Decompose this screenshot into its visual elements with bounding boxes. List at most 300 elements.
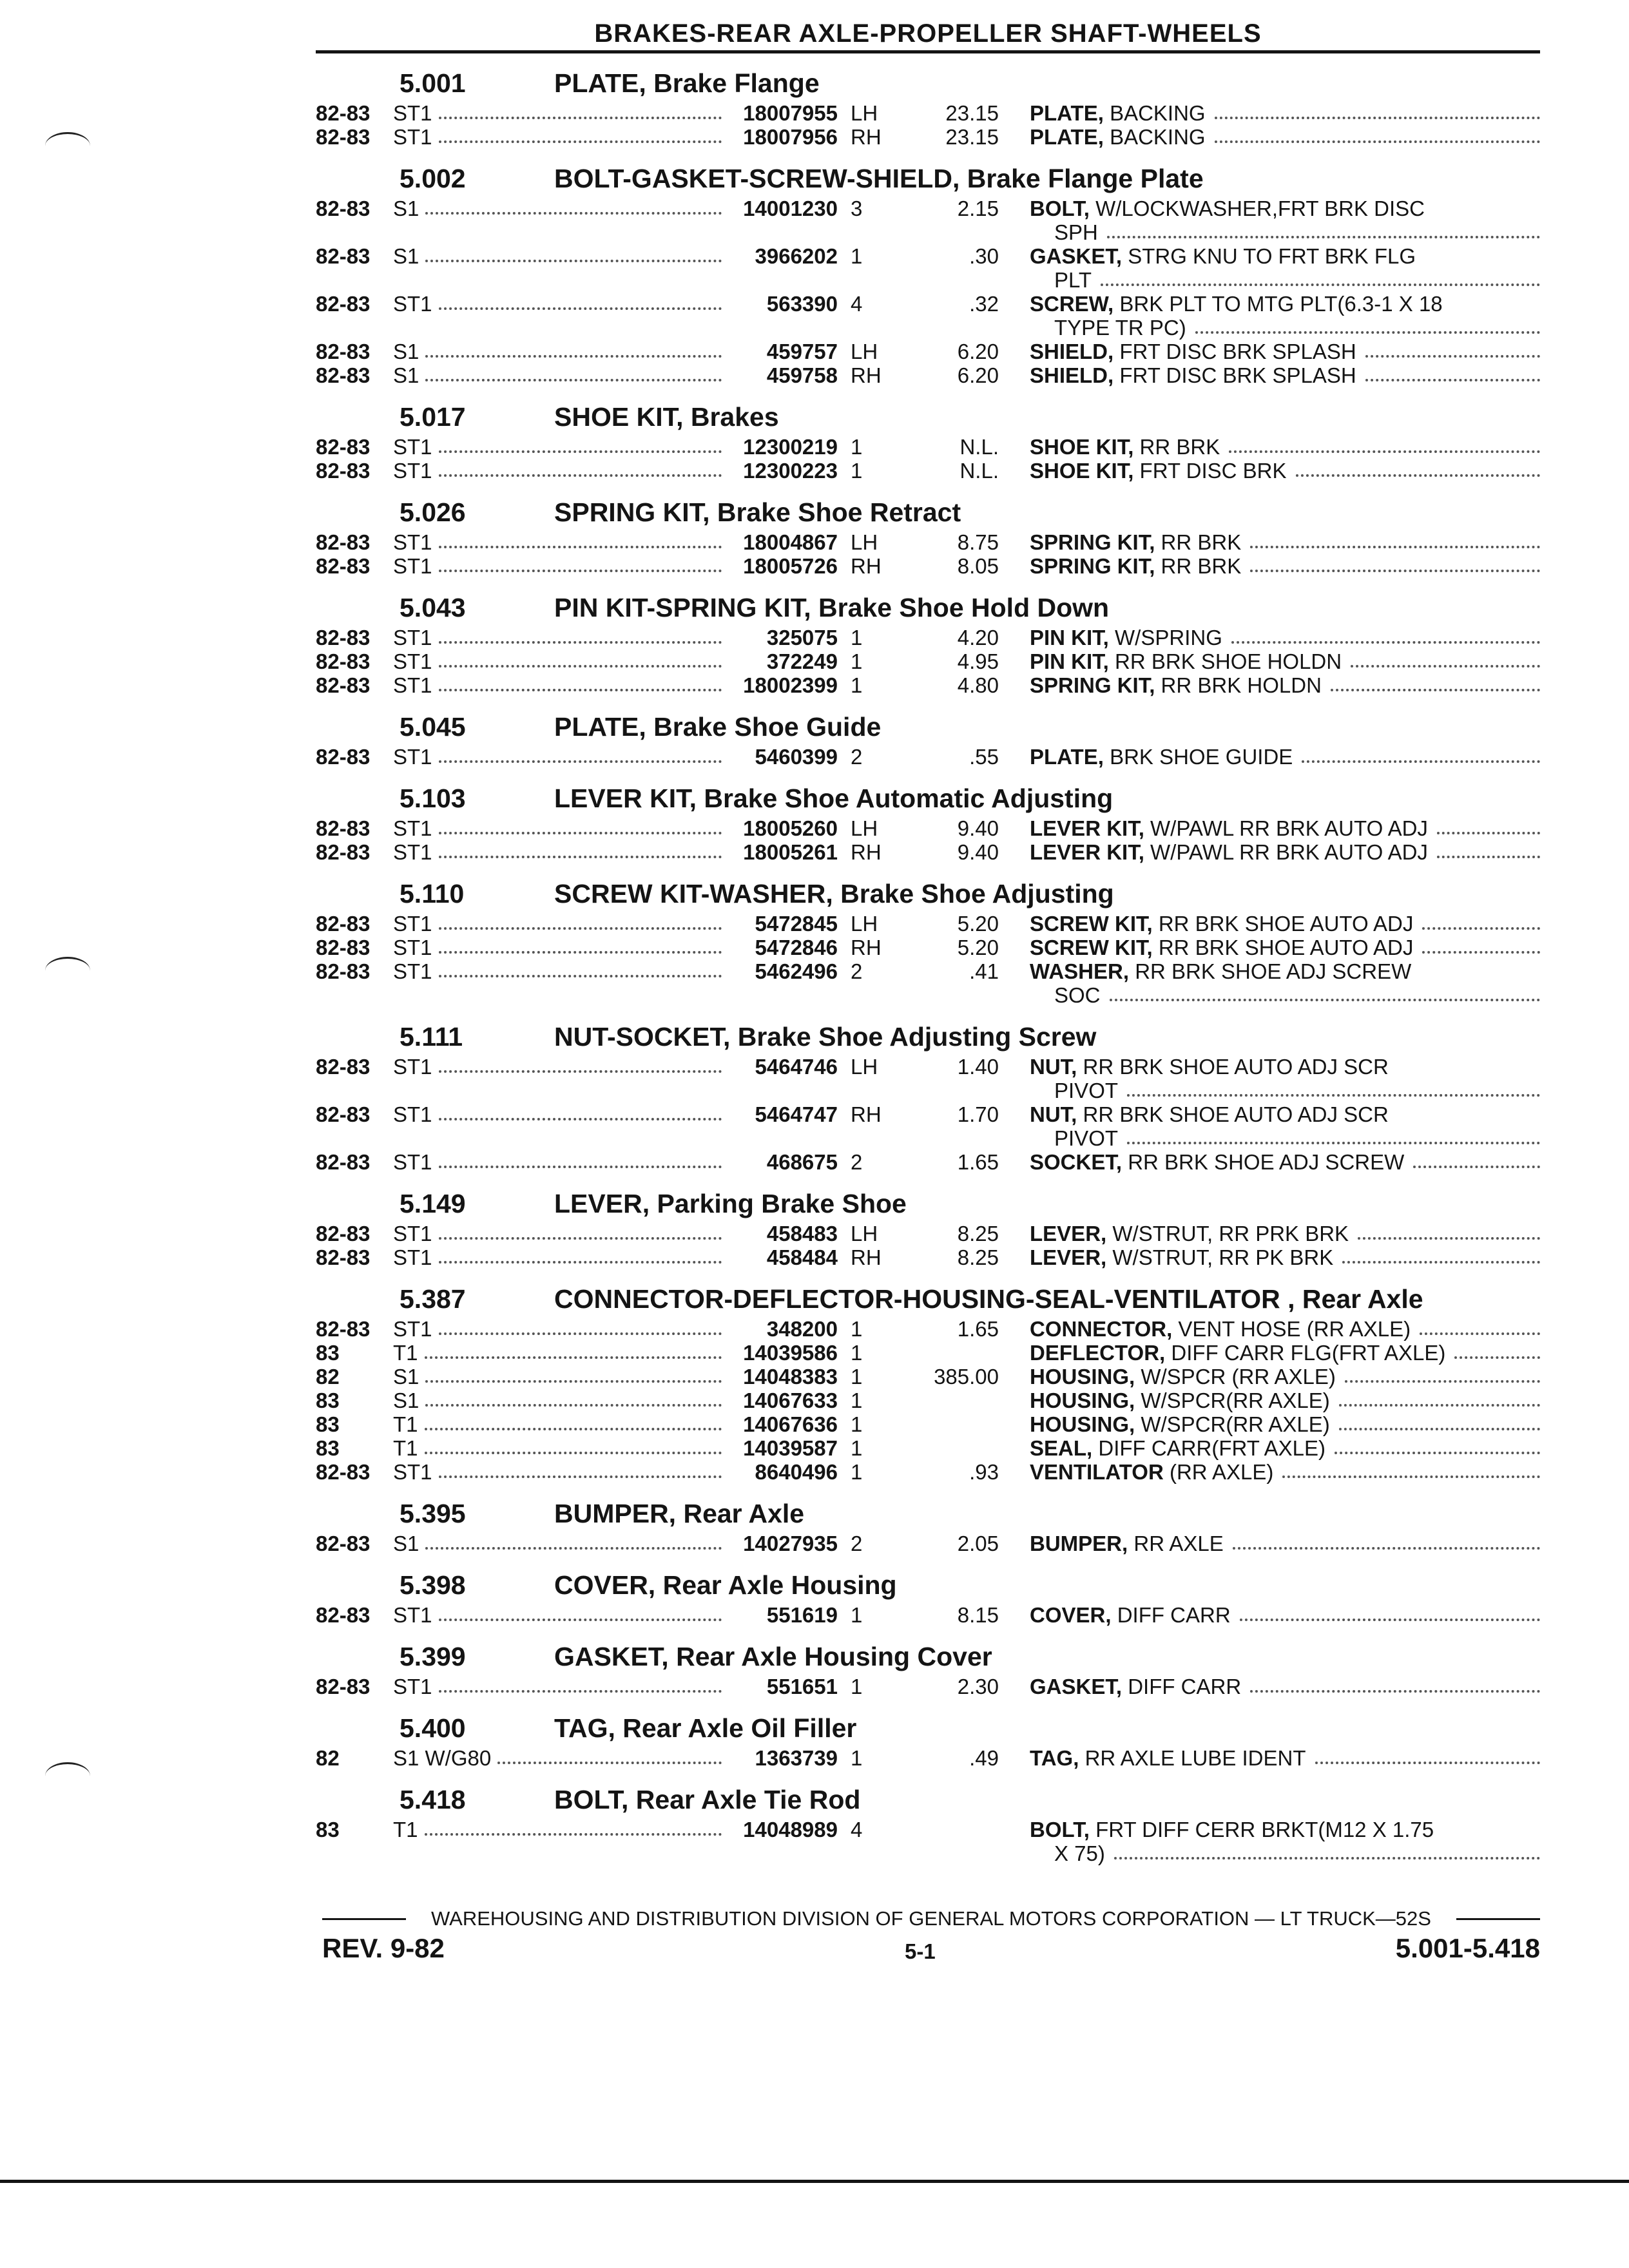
model-code: ST1 [393, 816, 432, 840]
quantity: LH [851, 1055, 878, 1079]
description-keyword: SCREW KIT, [1030, 912, 1153, 936]
quantity: 3 [851, 197, 863, 220]
parts-section [316, 1269, 1540, 1484]
model-code: ST1 [393, 1460, 432, 1484]
year-cell: 82-83 [316, 959, 371, 983]
price: N.L. [959, 435, 999, 459]
part-number: 18005261 [743, 840, 838, 864]
part-row [316, 435, 1540, 459]
dot-leader [439, 1102, 722, 1120]
description-continuation [1030, 1126, 1540, 1150]
description-text: W/PAWL RR BRK AUTO ADJ [1150, 816, 1428, 840]
year-cell: 82-83 [316, 816, 371, 840]
quantity: RH [851, 840, 882, 864]
section-heading [316, 1627, 1540, 1675]
dot-leader [1195, 316, 1540, 334]
dot-leader [439, 745, 722, 763]
quantity: 1 [851, 1460, 863, 1484]
description-keyword: SHOE KIT, [1030, 435, 1134, 459]
model-cell [393, 816, 728, 840]
description [999, 673, 1540, 697]
section-title: SPRING KIT, Brake Shoe Retract [554, 497, 961, 527]
description-continuation [1030, 220, 1540, 244]
price: 1.65 [957, 1317, 999, 1341]
quantity: 1 [851, 1389, 863, 1412]
part-row [316, 1603, 1540, 1627]
year-cell: 82-83 [316, 530, 371, 554]
section-number: 5.017 [400, 402, 466, 432]
quantity: LH [851, 912, 878, 936]
description-text: (RR AXLE) [1169, 1460, 1274, 1484]
model-cell [393, 1389, 728, 1412]
year-cell: 82-83 [316, 1532, 371, 1555]
description-text: RR BRK SHOE AUTO ADJ [1158, 936, 1414, 959]
description-keyword: NUT, [1030, 1055, 1077, 1079]
quantity: 1 [851, 1436, 863, 1460]
model-cell [393, 626, 728, 649]
description-text: W/STRUT, RR PRK BRK [1112, 1222, 1349, 1245]
description [999, 1412, 1540, 1436]
part-number: 5460399 [755, 745, 838, 769]
part-row [316, 1460, 1540, 1484]
part-row [316, 363, 1540, 387]
section-number: 5.043 [400, 593, 466, 622]
dot-leader [1107, 220, 1540, 238]
year-cell: 82-83 [316, 840, 371, 864]
description-line [1030, 530, 1540, 554]
description-keyword: GASKET, [1030, 244, 1123, 268]
dot-leader [439, 959, 722, 977]
description-text-2: X 75) [1054, 1841, 1105, 1865]
revision-label: REV. 9-82 [322, 1933, 445, 1963]
page-range: 5.001-5.418 [1395, 1933, 1540, 1963]
description [999, 554, 1540, 578]
dot-leader [1339, 1389, 1540, 1407]
model-code: T1 [393, 1436, 418, 1460]
model-code: ST1 [393, 745, 432, 769]
price: 2.15 [957, 197, 999, 220]
parts-sections [316, 53, 1540, 1865]
dot-leader [1422, 912, 1540, 930]
description-keyword: PIN KIT, [1030, 649, 1109, 673]
model-code: ST1 [393, 959, 432, 983]
model-code: S1 [393, 1389, 419, 1412]
description [999, 1365, 1540, 1389]
model-code: T1 [393, 1818, 418, 1841]
model-code: ST1 [393, 1317, 432, 1341]
part-row [316, 936, 1540, 959]
dot-leader [425, 244, 722, 262]
description-keyword: SCREW, [1030, 292, 1114, 316]
section-heading [316, 1698, 1540, 1746]
year-cell: 82-83 [316, 244, 371, 268]
quantity: 1 [851, 244, 863, 268]
dot-leader [439, 673, 722, 691]
dot-leader [439, 125, 722, 143]
description-text: STRG KNU TO FRT BRK FLG [1128, 244, 1416, 268]
parts-section [316, 1484, 1540, 1555]
description [999, 1102, 1540, 1150]
description [999, 912, 1540, 936]
description [999, 1389, 1540, 1412]
model-cell [393, 1341, 728, 1365]
section-heading [316, 578, 1540, 626]
part-row [316, 1341, 1540, 1365]
year-cell: 82-83 [316, 1102, 371, 1126]
dot-leader [439, 1317, 722, 1335]
part-number: 325075 [766, 626, 838, 649]
price: 1.70 [957, 1102, 999, 1126]
part-row [316, 1746, 1540, 1770]
model-cell [393, 125, 728, 149]
part-row [316, 1150, 1540, 1174]
dot-leader [1454, 1341, 1540, 1359]
description [999, 1245, 1540, 1269]
description [999, 816, 1540, 840]
model-code: ST1 [393, 1245, 432, 1269]
dot-leader [1282, 1460, 1540, 1478]
price: N.L. [959, 459, 999, 483]
price: 23.15 [945, 125, 999, 149]
part-row [316, 1317, 1540, 1341]
parts-section [316, 1698, 1540, 1770]
year-cell: 82-83 [316, 649, 371, 673]
price: 8.75 [957, 530, 999, 554]
model-code: ST1 [393, 936, 432, 959]
dot-leader [439, 626, 722, 644]
price: 6.20 [957, 363, 999, 387]
section-title: BOLT-GASKET-SCREW-SHIELD, Brake Flange Plate [554, 164, 1204, 193]
description-text: RR BRK SHOE HOLDN [1115, 649, 1342, 673]
dot-leader [425, 363, 722, 381]
model-cell [393, 649, 728, 673]
description-line [1030, 1102, 1540, 1126]
part-row [316, 101, 1540, 125]
section-number: 5.399 [400, 1642, 466, 1671]
part-row [316, 1818, 1540, 1865]
description [999, 435, 1540, 459]
price: 2.30 [957, 1675, 999, 1698]
description-text: DIFF CARR FLG(FRT AXLE) [1171, 1341, 1446, 1365]
price: .93 [969, 1460, 999, 1484]
section-title: SCREW KIT-WASHER, Brake Shoe Adjusting [554, 879, 1114, 908]
description-text: DIFF CARR [1117, 1603, 1231, 1627]
description [999, 363, 1540, 387]
section-number: 5.110 [400, 879, 465, 908]
part-number: 348200 [766, 1317, 838, 1341]
part-number: 12300223 [743, 459, 838, 483]
dot-leader [1331, 673, 1540, 691]
dot-leader [425, 1436, 722, 1454]
description-text-2: PIVOT [1054, 1126, 1119, 1150]
section-title: LEVER KIT, Brake Shoe Automatic Adjusting [554, 783, 1113, 813]
part-number: 14067636 [743, 1412, 838, 1436]
description-keyword: PLATE, [1030, 125, 1104, 149]
part-number: 12300219 [743, 435, 838, 459]
dot-leader [439, 1055, 722, 1073]
model-cell [393, 840, 728, 864]
section-title: PIN KIT-SPRING KIT, Brake Shoe Hold Down [554, 593, 1110, 622]
parts-section [316, 1770, 1540, 1865]
description-keyword: PIN KIT, [1030, 626, 1109, 649]
dot-leader [425, 1389, 722, 1407]
description-line [1030, 1055, 1540, 1079]
year-cell: 82-83 [316, 197, 371, 220]
model-code: T1 [393, 1341, 418, 1365]
margin-mark [45, 957, 90, 985]
parts-section [316, 864, 1540, 1007]
year-cell: 82 [316, 1746, 340, 1770]
section-number: 5.398 [400, 1570, 466, 1600]
dot-leader [439, 459, 722, 477]
quantity: 2 [851, 959, 863, 983]
description-keyword: LEVER KIT, [1030, 840, 1144, 864]
description [999, 626, 1540, 649]
description-text-2: TYPE TR PC) [1054, 316, 1186, 340]
description-line [1030, 959, 1540, 983]
dot-leader [1302, 745, 1540, 763]
year-cell: 82-83 [316, 554, 371, 578]
description-line [1030, 840, 1540, 864]
description-line [1030, 125, 1540, 149]
year-cell: 82-83 [316, 912, 371, 936]
description-keyword: PLATE, [1030, 745, 1104, 769]
section-heading [316, 1770, 1540, 1818]
parts-section [316, 53, 1540, 149]
quantity: LH [851, 816, 878, 840]
part-number: 551619 [766, 1603, 838, 1627]
price: .55 [969, 745, 999, 769]
section-title: BUMPER, Rear Axle [554, 1499, 805, 1528]
description [999, 292, 1540, 340]
description-keyword: HOUSING, [1030, 1389, 1135, 1412]
dot-leader [1420, 1317, 1540, 1335]
dot-leader [1233, 1532, 1540, 1550]
model-code: ST1 [393, 459, 432, 483]
part-row [316, 673, 1540, 697]
price: 4.80 [957, 673, 999, 697]
section-number: 5.026 [400, 497, 466, 527]
description-keyword: WASHER, [1030, 959, 1130, 983]
model-cell [393, 1245, 728, 1269]
part-number: 372249 [766, 649, 838, 673]
description-text: BACKING [1110, 125, 1206, 149]
part-row [316, 649, 1540, 673]
part-row [316, 340, 1540, 363]
section-heading [316, 1484, 1540, 1532]
dot-leader [497, 1746, 722, 1764]
quantity: 2 [851, 1150, 863, 1174]
description-line [1030, 244, 1540, 268]
page-footer [322, 1907, 1540, 1964]
description-text: RR BRK SHOE ADJ SCREW [1128, 1150, 1405, 1174]
price: 1.40 [957, 1055, 999, 1079]
part-number: 14048383 [743, 1365, 838, 1389]
section-title: SHOE KIT, Brakes [554, 402, 779, 432]
footer-division-line [322, 1907, 1540, 1930]
part-number: 14039587 [743, 1436, 838, 1460]
section-title: PLATE, Brake Shoe Guide [554, 712, 882, 742]
part-number: 18004867 [743, 530, 838, 554]
dot-leader [1365, 363, 1540, 381]
part-row [316, 530, 1540, 554]
description-keyword: HOUSING, [1030, 1365, 1135, 1389]
dot-leader [1250, 530, 1540, 548]
description-line [1030, 101, 1540, 125]
model-cell [393, 554, 728, 578]
description-line [1030, 1603, 1540, 1627]
description-text: FRT DISC BRK [1139, 459, 1287, 483]
part-number: 5464746 [755, 1055, 838, 1079]
model-code: ST1 [393, 1603, 432, 1627]
model-code: S1 [393, 340, 419, 363]
section-heading [316, 769, 1540, 816]
description-line [1030, 673, 1540, 697]
parts-section [316, 1555, 1540, 1627]
year-cell: 82-83 [316, 1222, 371, 1245]
description-text: RR BRK SHOE AUTO ADJ [1158, 912, 1414, 936]
dot-leader [1335, 1436, 1540, 1454]
part-number: 5472845 [755, 912, 838, 936]
description-line [1030, 1341, 1540, 1365]
part-row [316, 840, 1540, 864]
price: 9.40 [957, 816, 999, 840]
year-cell: 82-83 [316, 1603, 371, 1627]
part-row [316, 626, 1540, 649]
description-text: DIFF CARR [1128, 1675, 1242, 1698]
dot-leader [425, 1365, 722, 1383]
part-number: 14001230 [743, 197, 838, 220]
footer-rule-left [322, 1918, 406, 1920]
parts-section [316, 483, 1540, 578]
year-cell: 82-83 [316, 101, 371, 125]
year-cell: 83 [316, 1818, 340, 1841]
description-continuation [1030, 983, 1540, 1007]
description-text: RR BRK SHOE AUTO ADJ SCR [1083, 1102, 1389, 1126]
year-cell: 82-83 [316, 1150, 371, 1174]
section-heading [316, 387, 1540, 435]
margin-mark [45, 1762, 90, 1790]
description-keyword: SPRING KIT, [1030, 554, 1155, 578]
model-cell [393, 292, 728, 316]
parts-section [316, 387, 1540, 483]
dot-leader [1240, 1603, 1540, 1621]
dot-leader [1351, 649, 1540, 668]
part-number: 14067633 [743, 1389, 838, 1412]
part-number: 5472846 [755, 936, 838, 959]
dot-leader [1229, 435, 1540, 453]
price: 23.15 [945, 101, 999, 125]
description [999, 459, 1540, 483]
dot-leader [439, 1245, 722, 1264]
description-text: W/SPCR(RR AXLE) [1141, 1389, 1330, 1412]
section-heading [316, 1007, 1540, 1055]
section-number: 5.001 [400, 68, 466, 98]
dot-leader [425, 340, 722, 358]
model-code: ST1 [393, 1222, 432, 1245]
description-line [1030, 1389, 1540, 1412]
description-text: W/LOCKWASHER,FRT BRK DISC [1095, 197, 1425, 220]
section-heading [316, 697, 1540, 745]
description [999, 936, 1540, 959]
description [999, 1460, 1540, 1484]
part-row [316, 745, 1540, 769]
description-line [1030, 1746, 1540, 1770]
parts-section [316, 578, 1540, 697]
dot-leader [439, 912, 722, 930]
price: 5.20 [957, 912, 999, 936]
quantity: RH [851, 936, 882, 959]
model-cell [393, 1436, 728, 1460]
model-cell [393, 530, 728, 554]
model-code: ST1 [393, 626, 432, 649]
model-cell [393, 1460, 728, 1484]
parts-section [316, 1627, 1540, 1698]
price: 8.15 [957, 1603, 999, 1627]
section-number: 5.418 [400, 1785, 466, 1814]
description [999, 1436, 1540, 1460]
model-cell [393, 363, 728, 387]
model-cell [393, 1818, 728, 1841]
description-text: DIFF CARR(FRT AXLE) [1098, 1436, 1326, 1460]
dot-leader [1342, 1245, 1540, 1264]
part-number: 3966202 [755, 244, 838, 268]
description-text: W/SPCR(RR AXLE) [1141, 1412, 1330, 1436]
description-line [1030, 1365, 1540, 1389]
description-line [1030, 912, 1540, 936]
part-row [316, 1675, 1540, 1698]
description-line [1030, 1150, 1540, 1174]
part-row [316, 1102, 1540, 1150]
price: 2.05 [957, 1532, 999, 1555]
model-code: ST1 [393, 840, 432, 864]
section-number: 5.111 [400, 1022, 463, 1052]
description-line [1030, 745, 1540, 769]
part-row [316, 1389, 1540, 1412]
price: 8.25 [957, 1245, 999, 1269]
description-text: RR BRK [1161, 554, 1242, 578]
quantity: 4 [851, 1818, 863, 1841]
dot-leader [1250, 1675, 1540, 1693]
quantity: RH [851, 363, 882, 387]
description-text: W/SPRING [1115, 626, 1222, 649]
model-cell [393, 1603, 728, 1627]
description [999, 840, 1540, 864]
part-number: 18005260 [743, 816, 838, 840]
description-text: BRK SHOE GUIDE [1110, 745, 1293, 769]
dot-leader [1250, 554, 1540, 572]
section-number: 5.002 [400, 164, 466, 193]
description-text-2: SPH [1054, 220, 1098, 244]
quantity: 1 [851, 1746, 863, 1770]
quantity: 1 [851, 459, 863, 483]
part-row [316, 1436, 1540, 1460]
description-text: RR AXLE LUBE IDENT [1084, 1746, 1306, 1770]
part-row [316, 197, 1540, 244]
section-number: 5.395 [400, 1499, 466, 1528]
description-text: W/STRUT, RR PK BRK [1112, 1245, 1334, 1269]
part-number: 459758 [766, 363, 838, 387]
year-cell: 82-83 [316, 626, 371, 649]
description-continuation [1030, 1841, 1540, 1865]
model-code: ST1 [393, 1675, 432, 1698]
catalog-page [316, 13, 1540, 1865]
part-number: 458484 [766, 1245, 838, 1269]
part-number: 5464747 [755, 1102, 838, 1126]
description-line [1030, 1222, 1540, 1245]
part-row [316, 292, 1540, 340]
part-number: 551651 [766, 1675, 838, 1698]
